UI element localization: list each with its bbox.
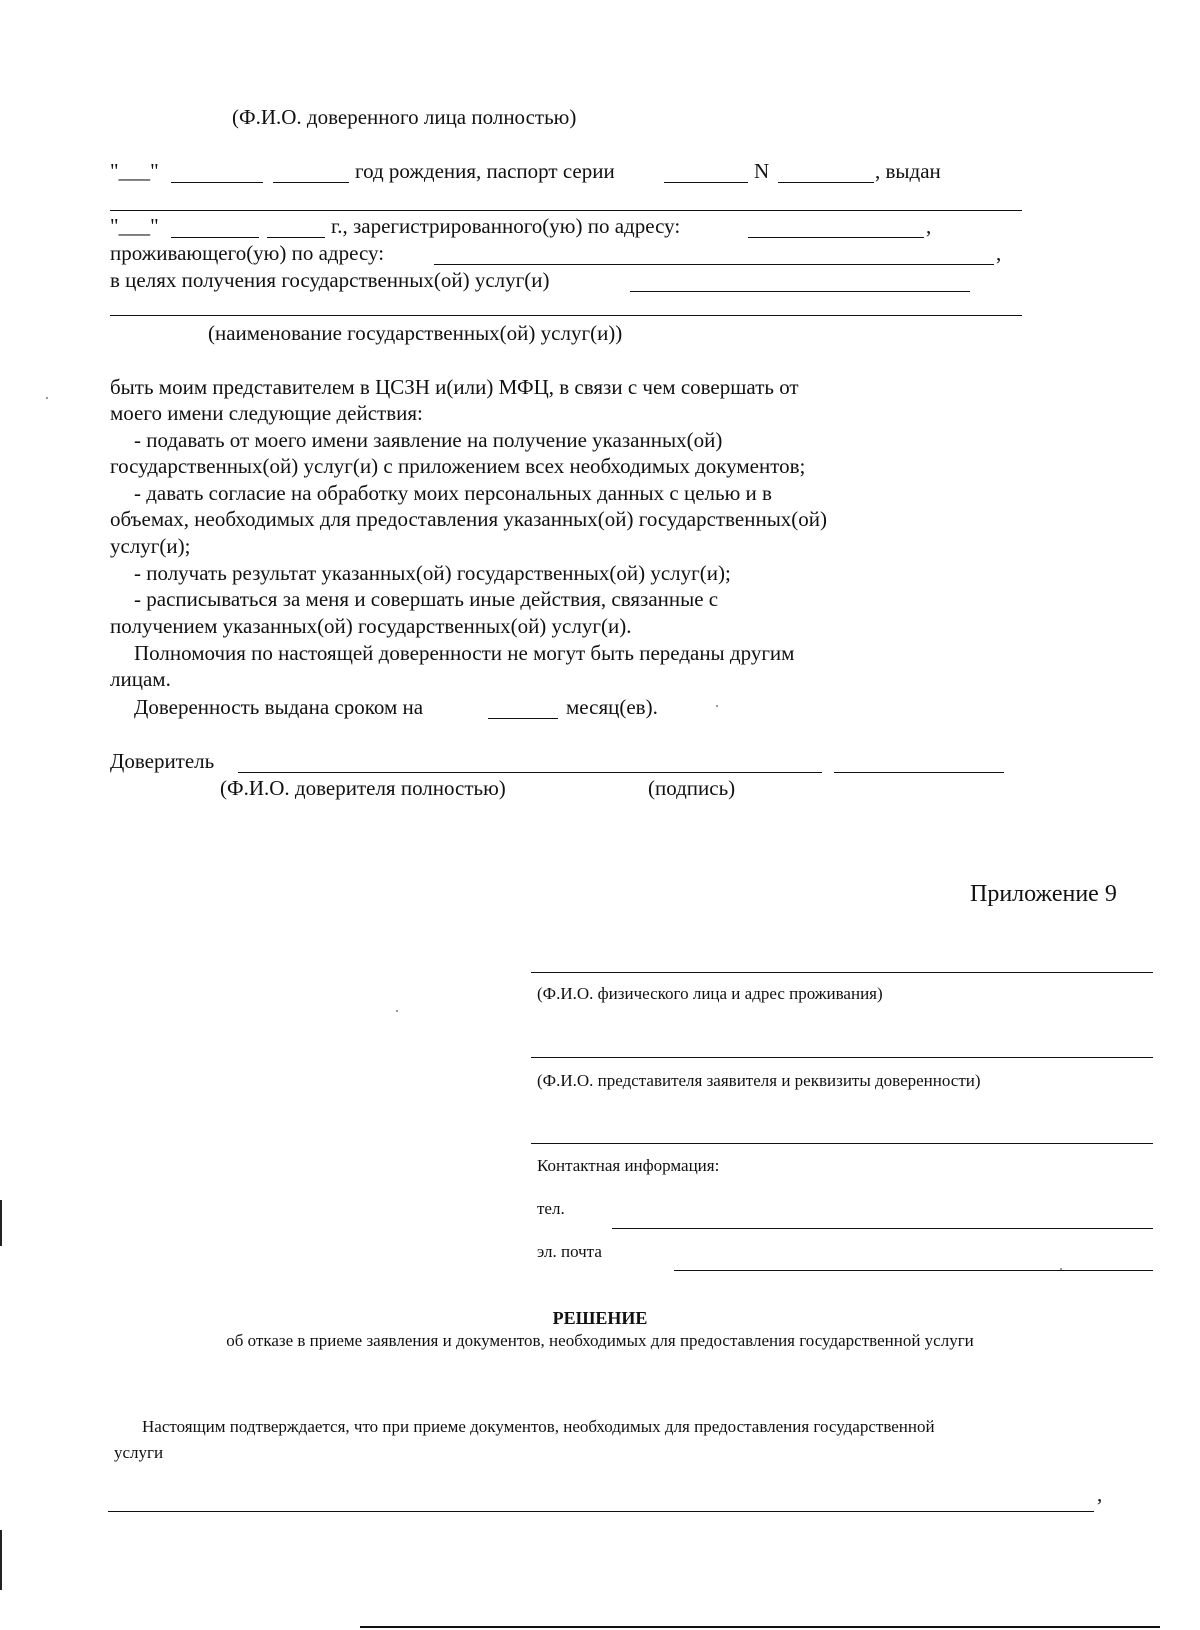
trustee-caption: (Ф.И.О. доверенного лица полностью): [232, 105, 577, 129]
body-line: быть моим представителем в ЦСЗН и(или) МФЦ, в связи с чем совершать от: [110, 375, 799, 399]
passport-issuer-line[interactable]: [110, 210, 1022, 211]
signature-caption: (подпись): [648, 776, 736, 800]
scan-speck: [46, 397, 48, 399]
passport-series-blank[interactable]: [664, 182, 748, 183]
scan-speck: [1060, 1268, 1062, 1270]
contact-line[interactable]: [531, 1143, 1153, 1144]
principal-name-blank[interactable]: [238, 772, 822, 773]
issue-month-blank[interactable]: [171, 237, 259, 238]
email-label: эл. почта: [537, 1242, 602, 1261]
body-line: Полномочия по настоящей доверенности не могут быть переданы другим: [134, 641, 795, 665]
passport-number-label: N: [754, 159, 770, 183]
birth-day-quote: "___": [110, 159, 159, 183]
representative-caption: (Ф.И.О. представителя заявителя и реквизиты доверенности): [537, 1071, 981, 1090]
registered-address-blank[interactable]: [748, 237, 924, 238]
person-line[interactable]: [531, 972, 1153, 973]
decision-subtitle: об отказе в приеме заявления и документов, необходимых для предоставления государственной услуги: [226, 1331, 974, 1350]
term-months-blank[interactable]: [488, 718, 558, 719]
phone-label: тел.: [537, 1199, 565, 1218]
principal-caption: (Ф.И.О. доверителя полностью): [220, 776, 506, 800]
scan-speck: [396, 1010, 398, 1012]
scan-edge-mark: [0, 1530, 2, 1590]
body-line: - подавать от моего имени заявление на получение указанных(ой): [134, 428, 723, 452]
purpose-label: в целях получения государственных(ой) услуг(и): [110, 268, 550, 292]
registered-comma: ,: [926, 214, 932, 238]
residing-address-blank[interactable]: [434, 264, 994, 265]
residing-comma: ,: [996, 241, 1002, 265]
body-line: получением указанных(ой) государственных(ой) услуг(и).: [110, 614, 632, 638]
confirm-line: услуги: [114, 1443, 164, 1462]
scan-speck: [716, 705, 718, 707]
residing-address-label: проживающего(ую) по адресу:: [110, 241, 385, 265]
scan-edge-mark: [0, 1200, 2, 1246]
issue-year-blank[interactable]: [267, 237, 325, 238]
body-line: - давать согласие на обработку моих персональных данных с целью и в: [134, 481, 772, 505]
principal-signature-blank[interactable]: [834, 772, 1004, 773]
person-caption: (Ф.И.О. физического лица и адрес проживания): [537, 984, 883, 1003]
decision-title: РЕШЕНИЕ: [552, 1308, 648, 1328]
birth-year-blank[interactable]: [273, 182, 349, 183]
body-line: - получать результат указанных(ой) государственных(ой) услуг(и);: [134, 561, 731, 585]
issue-day-quote: "___": [110, 214, 159, 238]
term-prefix: Доверенность выдана сроком на: [134, 695, 424, 719]
services-line[interactable]: [110, 315, 1022, 316]
reason-line[interactable]: [108, 1511, 1094, 1512]
services-caption: (наименование государственных(ой) услуг(и)): [208, 321, 623, 345]
representative-line[interactable]: [531, 1057, 1153, 1058]
scan-bottom-edge: [360, 1626, 1160, 1628]
confirm-line: Настоящим подтверждается, что при приеме документов, необходимых для предоставления государственной: [142, 1417, 935, 1436]
reason-comma: ,: [1097, 1482, 1103, 1506]
phone-blank[interactable]: [612, 1228, 1153, 1229]
term-suffix: месяц(ев).: [566, 695, 658, 719]
registered-address-label: г., зарегистрированного(ую) по адресу:: [331, 214, 681, 238]
body-line: лицам.: [110, 667, 171, 691]
birth-year-text: год рождения, паспорт серии: [355, 159, 615, 183]
body-line: государственных(ой) услуг(и) с приложением всех необходимых документов;: [110, 454, 806, 478]
body-line: объемах, необходимых для предоставления указанных(ой) государственных(ой): [110, 507, 828, 531]
body-line: - расписываться за меня и совершать иные действия, связанные с: [134, 587, 719, 611]
principal-label: Доверитель: [110, 749, 215, 773]
purpose-blank[interactable]: [630, 291, 970, 292]
contact-label: Контактная информация:: [537, 1156, 720, 1175]
appendix-title: Приложение 9: [970, 881, 1117, 907]
birth-month-blank[interactable]: [171, 182, 263, 183]
body-line: услуг(и);: [110, 534, 191, 558]
passport-number-blank[interactable]: [778, 182, 874, 183]
email-blank[interactable]: [674, 1270, 1153, 1271]
body-line: моего имени следующие действия:: [110, 401, 423, 425]
passport-issued-text: , выдан: [875, 159, 941, 183]
